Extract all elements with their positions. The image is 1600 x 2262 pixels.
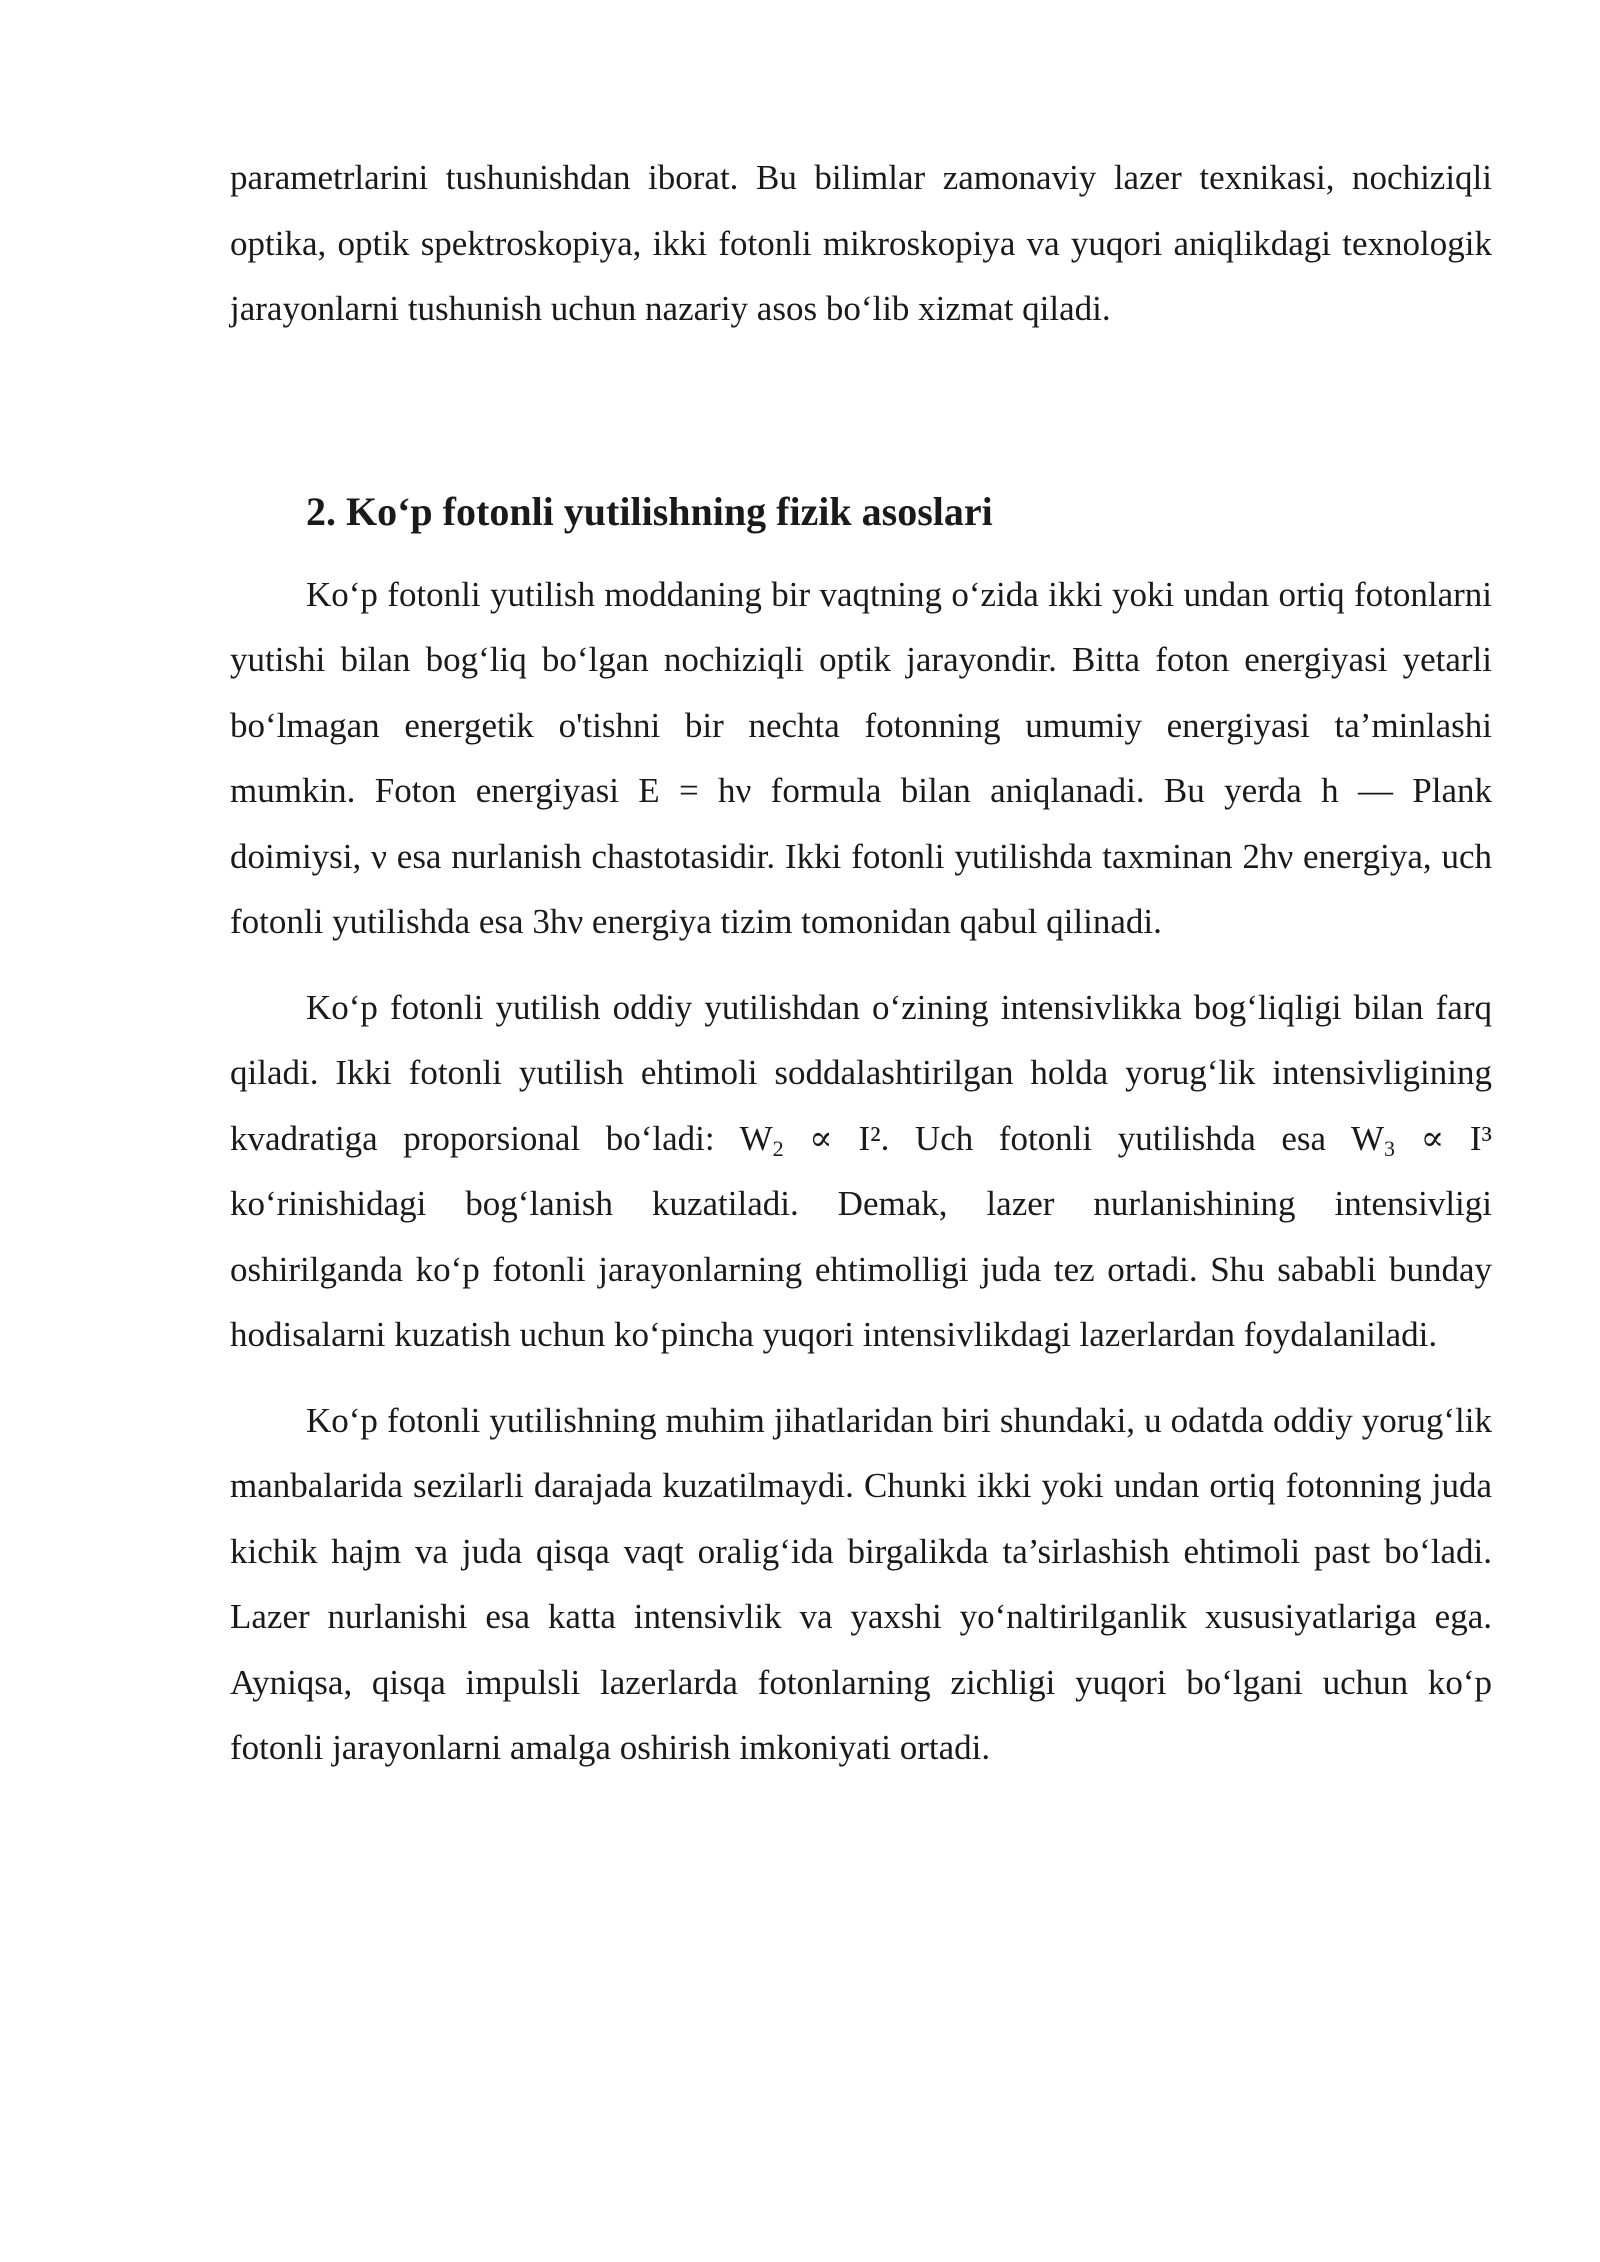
document-page bbox=[230, 145, 1492, 1781]
paragraph-1: Ko‘p fotonli yutilish moddaning bir vaqtning o‘zida ikki yoki undan ortiq fotonlarni yutishi bilan bog‘liq bo‘lgan nochiziqli optik jarayondir. Bitta foton energiyasi yetarli bo‘lmagan energetik o'tishni bir nechta fotonning umumiy energiyasi ta’minlashi mumkin. Foton energiyasi E = hν formula bilan aniqlanadi. Bu yerda h — Plank doimiysi, ν esa nurlanish chastotasidir. Ikki fotonli yutilishda taxminan 2hν energiya, uch fotonli yutilishda esa 3hν energiya tizim tomonidan qabul qilinadi. bbox=[230, 574, 1492, 941]
intro-paragraph: parametrlarini tushunishdan iborat. Bu bilimlar zamonaviy lazer texnikasi, nochiziqli optika, optik spektroskopiya, ikki fotonli mikroskopiya va yuqori aniqlikdagi texnologik jarayonlarni tushunish uchun nazariy asos bo‘lib xizmat qiladi. bbox=[230, 158, 1492, 328]
paragraph-2-text-b: ∝ I². Uch fotonli yutilishda esa W bbox=[783, 1118, 1384, 1158]
paragraph-3: Ko‘p fotonli yutilishning muhim jihatlaridan biri shundaki, u odatda oddiy yorug‘lik manbalarida sezilarli darajada kuzatilmaydi. Chunki ikki yoki undan ortiq fotonning juda kichik hajm va juda qisqa vaqt oralig‘ida birgalikda ta’sirlashish ehtimoli past bo‘ladi. Lazer nurlanishi esa katta intensivlik va yaxshi yo‘naltirilganlik xususiyatlariga ega. Ayniqsa, qisqa impulsli lazerlarda fotonlarning zichligi yuqori bo‘lgani uchun ko‘p fotonli jarayonlarni amalga oshirish imkoniyati ortadi. bbox=[230, 1400, 1492, 1767]
paragraph-2-text-c: ∝ I³ ko‘rinishidagi bog‘lanish kuzatiladi. Demak, lazer nurlanishining intensivligi oshirilganda ko‘p fotonli jarayonlarning ehtimolligi juda tez ortadi. Shu sababli bunday hodisalarni kuzatish uchun ko‘pincha yuqori intensivlikdagi lazerlardan foydalaniladi. bbox=[230, 1118, 1492, 1354]
subscript-2: 2 bbox=[772, 1135, 784, 1161]
subscript-3: 3 bbox=[1384, 1135, 1395, 1161]
section-heading: 2. Ko‘p fotonli yutilishning fizik asoslari bbox=[306, 488, 993, 534]
paragraph-2 bbox=[230, 975, 1492, 1368]
paragraph-2-text-a: Ko‘p fotonli yutilish oddiy yutilishdan o‘zining intensivlikka bog‘liqligi bilan farq qiladi. Ikki fotonli yutilish ehtimoli soddalashtirilgan holda yorug‘lik intensivligining kvadratiga proporsional bo‘ladi: W bbox=[230, 987, 1492, 1158]
